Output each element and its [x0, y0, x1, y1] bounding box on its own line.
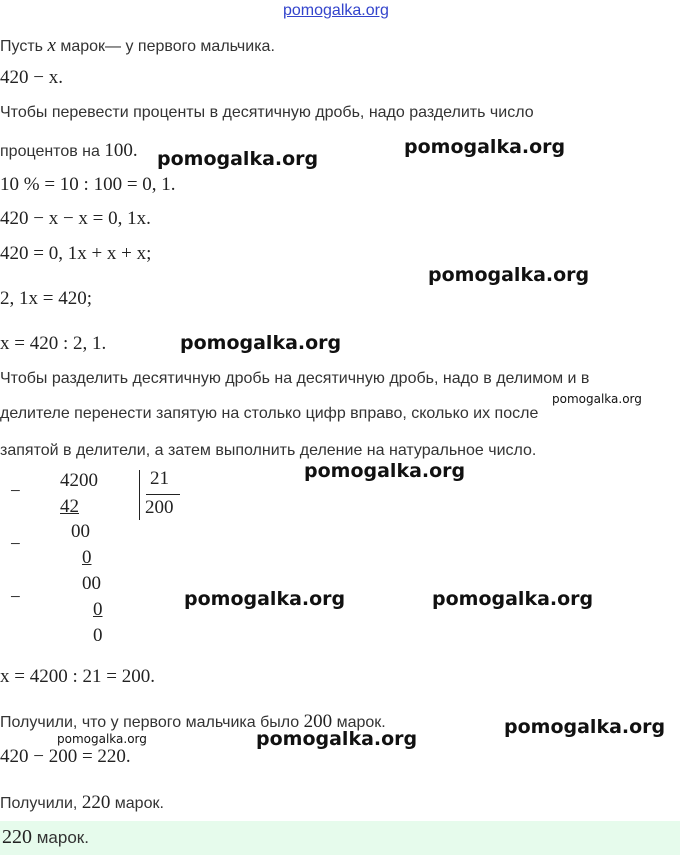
line4-num: 100. [104, 140, 138, 161]
result4-rest: марок. [114, 795, 164, 812]
expr-line-7: 420 = 0, 1x + x + x; [0, 243, 152, 264]
division-step1-sub: 42 [60, 496, 79, 517]
division-step3-sub: 0 [93, 599, 103, 620]
line4-text: процентов на [0, 143, 100, 160]
expr-line-6: 420 − x − x = 0, 1x. [0, 208, 151, 229]
answer-num: 220 [2, 826, 32, 848]
division-divisor: 21 [150, 468, 169, 489]
result4-text: Получили, [0, 795, 78, 812]
expr-line-9: x = 420 : 2, 1. [0, 333, 107, 354]
result-line-4 [0, 792, 164, 814]
line1-text: Пусть [0, 38, 43, 55]
watermark-6: pomogalka.org [184, 588, 346, 610]
result2-rest: марок. [336, 714, 386, 731]
text-line-4 [0, 140, 138, 162]
watermark-top: pomogalka.org [283, 2, 389, 19]
division-step2-sub: 0 [82, 547, 92, 568]
division-step3-rem: 00 [82, 573, 101, 594]
division-minus-1: − [10, 481, 21, 502]
division-bar-horizontal [146, 494, 180, 495]
answer-rest: марок. [36, 828, 89, 847]
watermark-1: pomogalka.org [157, 148, 319, 170]
watermark-5: pomogalka.org [304, 460, 466, 482]
text-line-3: Чтобы перевести проценты в десятичную дробь, надо разделить число [0, 104, 534, 121]
expr-line-8: 2, 1x = 420; [0, 288, 92, 309]
division-minus-3: − [10, 587, 21, 608]
text-line-12: запятой в делители, а затем выполнить деление на натуральное число. [0, 442, 537, 459]
text-line-1 [0, 35, 275, 57]
result-line-1: x = 4200 : 21 = 200. [0, 666, 155, 687]
division-quotient: 200 [145, 497, 174, 518]
watermark-2: pomogalka.org [404, 136, 566, 158]
answer-box [0, 821, 680, 855]
answer-line [2, 826, 89, 849]
text-line-10: Чтобы разделить десятичную дробь на десятичную дробь, надо в делимом и в [0, 370, 590, 387]
watermark-7: pomogalka.org [432, 588, 594, 610]
result-line-3: 420 − 200 = 220. [0, 746, 131, 767]
division-step2-rem: 00 [71, 521, 90, 542]
text-line-11: делителе перенести запятую на столько цифр вправо, сколько их после [0, 405, 539, 422]
watermark-4: pomogalka.org [180, 332, 342, 354]
result2-text: Получили, что у первого мальчика было [0, 714, 300, 731]
watermark-small-1: pomogalka.org [552, 392, 642, 406]
watermark-8: pomogalka.org [504, 716, 666, 738]
result2-num: 200 [303, 711, 333, 732]
line1-var: x [47, 35, 56, 56]
expr-line-2: 420 − x. [0, 67, 63, 88]
division-bar-vertical [139, 470, 140, 520]
division-minus-2: − [10, 534, 21, 555]
result4-num: 220 [81, 792, 111, 813]
division-dividend: 4200 [60, 470, 98, 491]
watermark-3: pomogalka.org [428, 264, 590, 286]
division-final-rem: 0 [93, 625, 103, 646]
line1-rest: марок— у первого мальчика. [60, 38, 275, 55]
watermark-small-2: pomogalka.org [57, 732, 147, 746]
expr-line-5: 10 % = 10 : 100 = 0, 1. [0, 174, 176, 195]
watermark-9: pomogalka.org [256, 728, 418, 750]
